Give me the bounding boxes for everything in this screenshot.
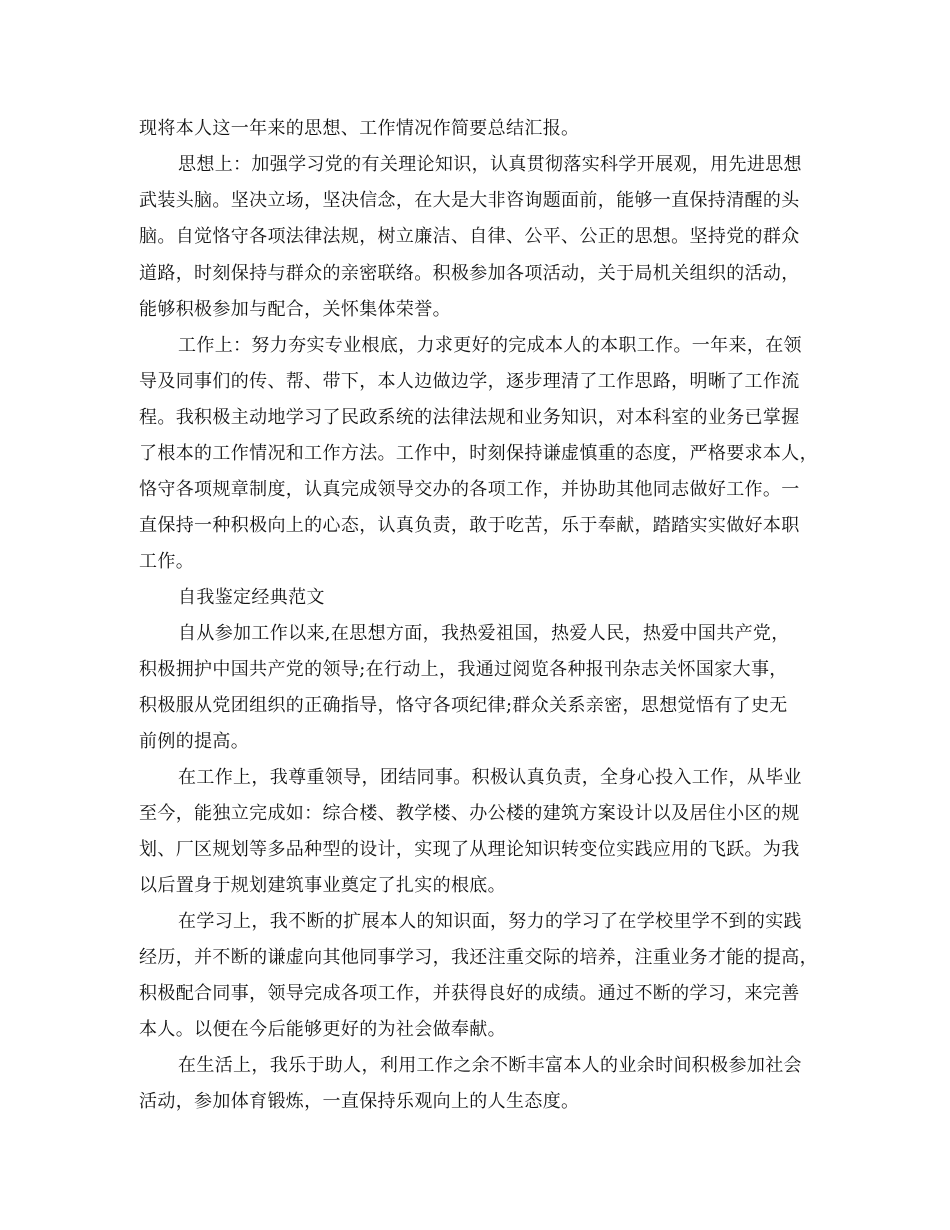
text-line: 积极拥护中国共产党的领导;在行动上，我通过阅览各种报刊杂志关怀国家大事， xyxy=(139,659,788,680)
text-line: 直保持一种积极向上的心态，认真负责，敢于吃苦，乐于奉献，踏踏实实做好本职 xyxy=(139,515,800,536)
text-line: 道路，时刻保持与群众的亲密联络。积极参加各项活动，关于局机关组织的活动， xyxy=(139,263,800,284)
text-line: 程。我积极主动地学习了民政系统的法律法规和业务知识，对本科室的业务已掌握 xyxy=(139,407,800,428)
text-line: 在学习上，我不断的扩展本人的知识面，努力的学习了在学校里学不到的实践 xyxy=(178,911,802,932)
text-line: 武装头脑。坚决立场，坚决信念，在大是大非咨询题面前，能够一直保持清醒的头 xyxy=(139,190,800,211)
text-line: 活动，参加体育锻炼，一直保持乐观向上的人生态度。 xyxy=(139,1091,580,1112)
text-line: 在工作上，我尊重领导，团结同事。积极认真负责，全身心投入工作，从毕业 xyxy=(178,767,802,788)
text-line: 在生活上，我乐于助人，利用工作之余不断丰富本人的业余时间积极参加社会 xyxy=(178,1055,802,1076)
text-line: 经历，并不断的谦虚向其他同事学习，我还注重交际的培养，注重业务才能的提高， xyxy=(139,947,818,968)
text-line: 积极配合同事，领导完成各项工作，并获得良好的成绩。通过不断的学习，来完善 xyxy=(139,983,800,1004)
text-line: 了根本的工作情况和工作方法。工作中，时刻保持谦虚慎重的态度，严格要求本人， xyxy=(139,443,818,464)
text-line: 前例的提高。 xyxy=(139,731,250,752)
text-line: 能够积极参加与配合，关怀集体荣誉。 xyxy=(139,299,451,320)
text-line: 积极服从党团组织的正确指导，恪守各项纪律;群众关系亲密，思想觉悟有了史无 xyxy=(139,695,788,716)
text-line: 思想上：加强学习党的有关理论知识，认真贯彻落实科学开展观，用先进思想 xyxy=(178,154,802,175)
text-line: 本人。以便在今后能够更好的为社会做奉献。 xyxy=(139,1019,506,1040)
text-line: 自从参加工作以来,在思想方面，我热爱祖国，热爱人民，热爱中国共产党， xyxy=(178,623,790,644)
text-line: 恪守各项规章制度，认真完成领导交办的各项工作，并协助其他同志做好工作。一 xyxy=(139,479,800,500)
text-line: 导及同事们的传、帮、带下，本人边做边学，逐步理清了工作思路，明晰了工作流 xyxy=(139,371,800,392)
text-line: 划、厂区规划等多品种型的设计，实现了从理论知识转变位实践应用的飞跃。为我 xyxy=(139,839,800,860)
text-line: 以后置身于规划建筑事业奠定了扎实的根底。 xyxy=(139,875,506,896)
text-line: 至今，能独立完成如：综合楼、教学楼、办公楼的建筑方案设计以及居住小区的规 xyxy=(139,803,800,824)
section-heading: 自我鉴定经典范文 xyxy=(178,587,325,608)
text-line: 脑。自觉恪守各项法律法规，树立廉洁、自律、公平、公正的思想。坚持党的群众 xyxy=(139,226,800,247)
text-line: 工作。 xyxy=(139,551,195,572)
text-line: 现将本人这一年来的思想、工作情况作简要总结汇报。 xyxy=(139,118,580,139)
text-line: 工作上：努力夯实专业根底，力求更好的完成本人的本职工作。一年来，在领 xyxy=(178,335,802,356)
